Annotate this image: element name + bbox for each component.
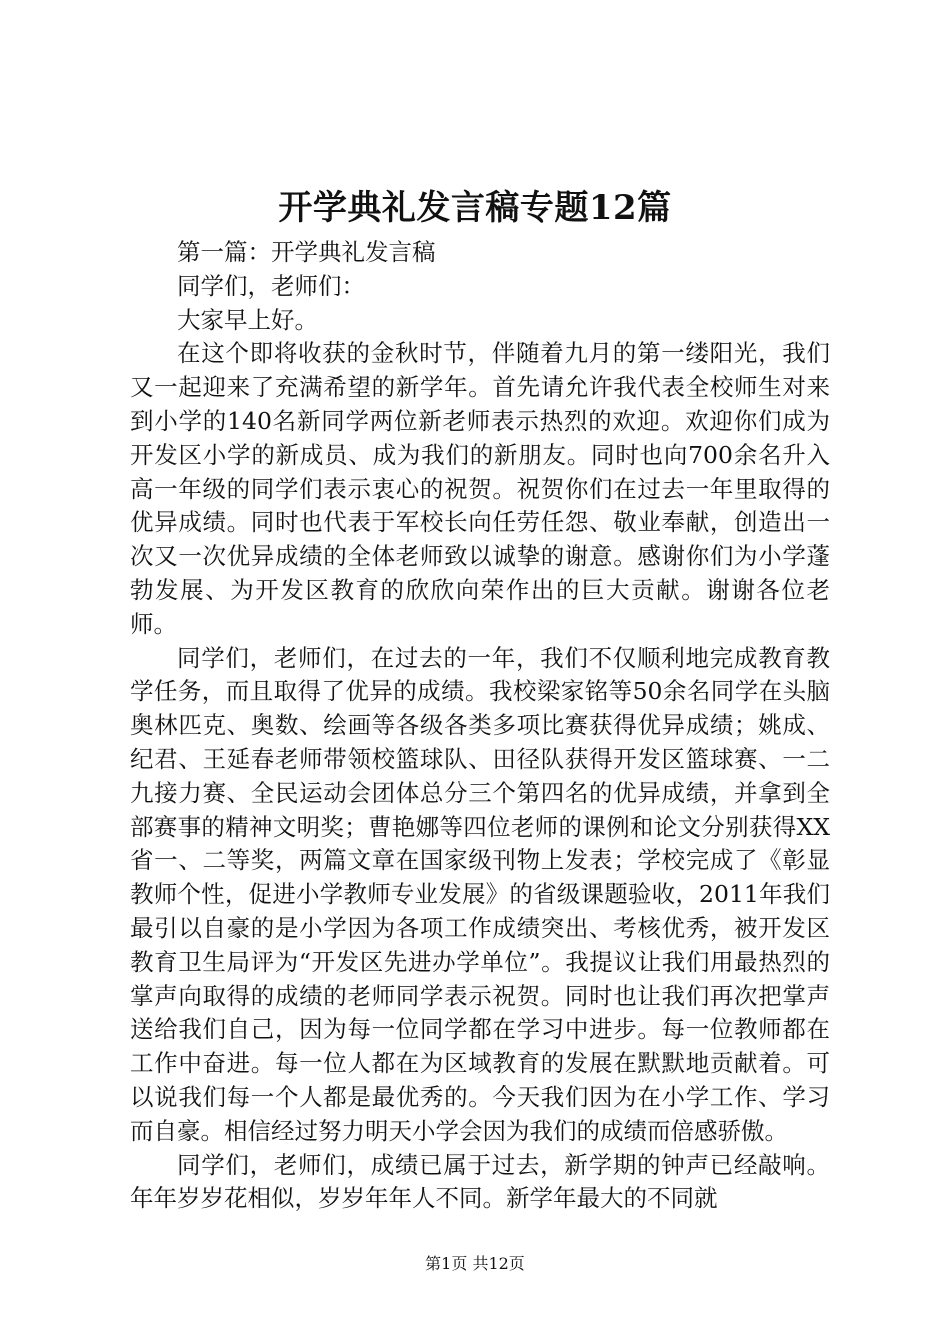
page-footer: 第1页 共12页: [425, 1254, 525, 1273]
paragraph-3: 同学们，老师们，成绩已属于过去，新学期的钟声已经敲响。年年岁岁花相似，岁岁年年人不同。新学年最大的不同就: [130, 1150, 830, 1213]
paragraph-2: 同学们，老师们，在过去的一年，我们不仅顺利地完成教育教学任务，而且取得了优异的成绩。我校梁家铭等50余名同学在头脑奥林匹克、奥数、绘画等各级各类多项比赛获得优异成绩；姚成、纪君、王延春老师带领校篮球队、田径队获得开发区篮球赛、一二九接力赛、全民运动会团体总分三个第四名的优异成绩，并拿到全部赛事的精神文明奖；曹艳娜等四位老师的课例和论文分别获得XX省一、二等奖，两篇文章在国家级刊物上发表；学校完成了《彰显教师个性，促进小学教师专业发展》的省级课题验收，2011年我们最引以自豪的是小学因为各项工作成绩突出、考核优秀，被开发区教育卫生局评为“开发区先进办学单位”。我提议让我们用最热烈的掌声向取得的成绩的老师同学表示祝贺。同时也让我们再次把掌声送给我们自己，因为每一位同学都在学习中进步。每一位教师都在工作中奋进。每一位人都在为区域教育的发展在默默地贡献着。可以说我们每一个人都是最优秀的。今天我们因为在小学工作、学习而自豪。相信经过努力明天小学会因为我们的成绩而倍感骄傲。: [130, 643, 830, 1145]
document-body: [130, 236, 830, 1216]
paragraph-1: 在这个即将收获的金秋时节，伴随着九月的第一缕阳光，我们又一起迎来了充满希望的新学年。首先请允许我代表全校师生对来到小学的140名新同学两位新老师表示热烈的欢迎。欢迎你们成为开发区小学的新成员、成为我们的新朋友。同时也向700余名升入高一年级的同学们表示衷心的祝贺。祝贺你们在过去一年里取得的优异成绩。同时也代表于军校长向任劳任怨、敬业奉献，创造出一次又一次优异成绩的全体老师致以诚挚的谢意。感谢你们为小学蓬勃发展、为开发区教育的欣欣向荣作出的巨大贡献。谢谢各位老师。: [130, 339, 830, 638]
greeting: 大家早上好。: [177, 305, 318, 334]
document-title: 开学典礼发言稿专题12篇: [278, 188, 672, 228]
section-heading: 第一篇：开学典礼发言稿: [177, 238, 436, 266]
salutation: 同学们，老师们：: [177, 271, 365, 300]
